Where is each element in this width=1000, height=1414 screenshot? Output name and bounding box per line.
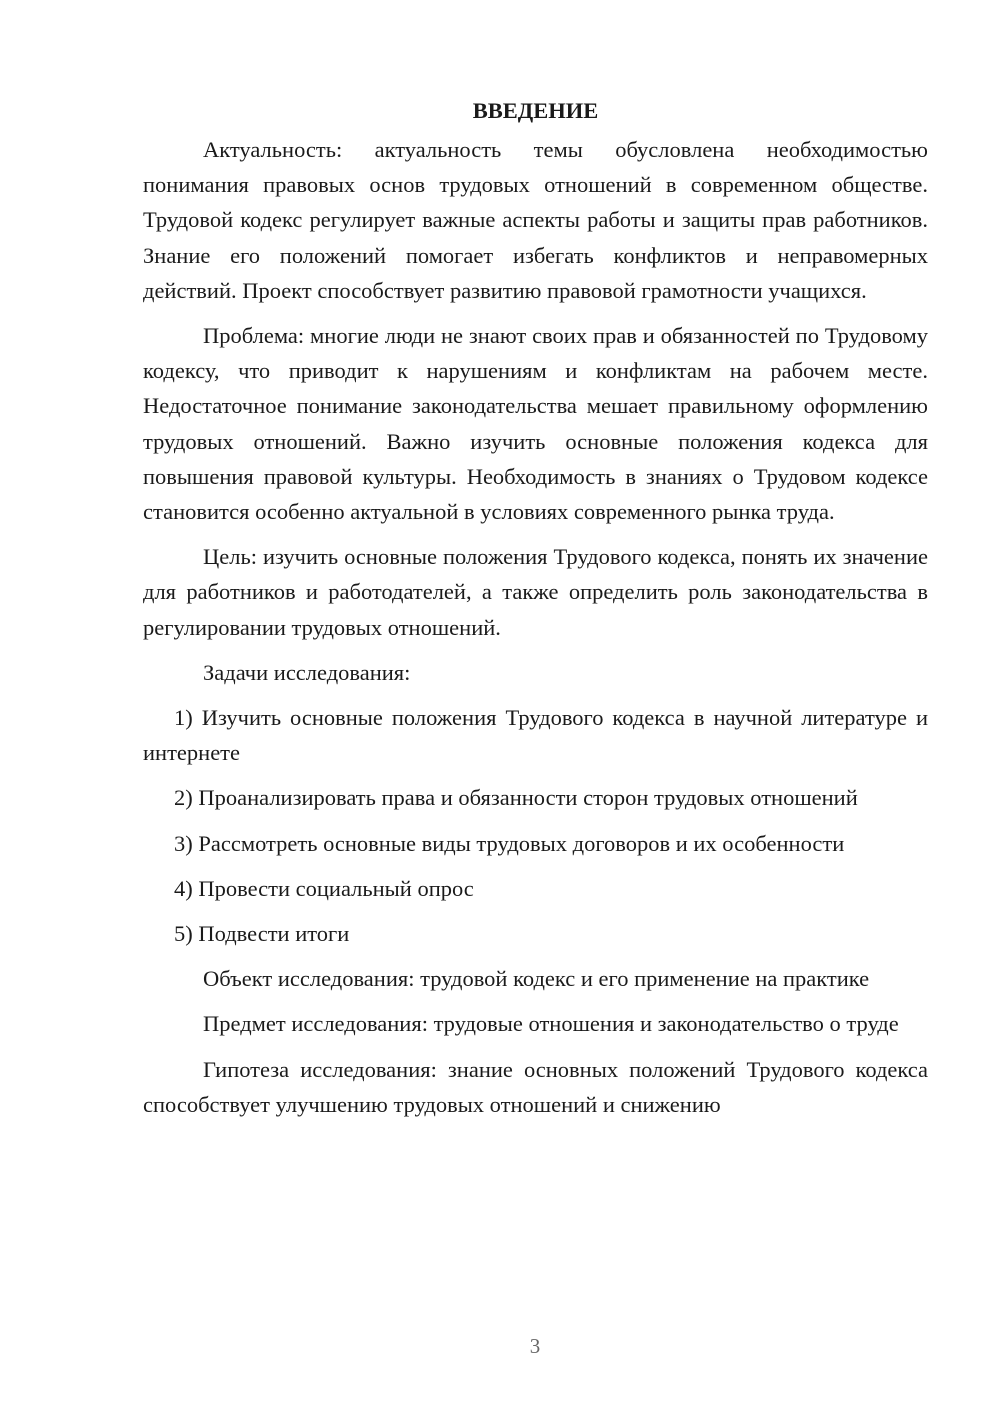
goal-paragraph: Цель: изучить основные положения Трудового кодекса, понять их значение для работников и работодателей, а также определить роль законодательства в регулировании трудовых отношений.	[143, 544, 928, 640]
page-number: 3	[529, 1334, 541, 1358]
hypothesis-paragraph: Гипотеза исследования: знание основных положений Трудового кодекса способствует улучшению трудовых отношений и снижению	[143, 1056, 928, 1117]
relevance-paragraph: Актуальность: актуальность темы обусловлена необходимостью понимания правовых основ трудовых отношений в современном обществе. Трудовой кодекс регулирует важные аспекты работы и защиты прав работников. Знание его положений помогает избегать конфликтов и неправомерных действий. Проект способствует развитию правовой грамотности учащихся.	[143, 137, 928, 303]
subject-paragraph: Предмет исследования: трудовые отношения и законодательство о труде	[203, 1011, 899, 1037]
task-item-3: 3) Рассмотреть основные виды трудовых договоров и их особенности	[174, 830, 845, 856]
problem-paragraph: Проблема: многие люди не знают своих прав и обязанностей по Трудовому кодексу, что приводит к нарушениям и конфликтам на рабочем месте. Недостаточное понимание законодательства мешает правильному оформлению трудовых отношений. Важно изучить основные положения кодекса для повышения правовой культуры. Необходимость в знаниях о Трудовом кодексе становится особенно актуальной в условиях современного рынка труда.	[143, 323, 928, 525]
task-item-1: 1) Изучить основные положения Трудового кодекса в научной литературе и интернете	[143, 705, 928, 766]
task-item-5: 5) Подвести итоги	[174, 921, 350, 947]
document-body	[143, 96, 928, 1132]
tasks-heading: Задачи исследования:	[203, 659, 411, 685]
section-title: ВВЕДЕНИЕ	[472, 98, 599, 123]
object-paragraph: Объект исследования: трудовой кодекс и его применение на практике	[203, 966, 870, 992]
task-item-4: 4) Провести социальный опрос	[174, 875, 474, 901]
task-item-2: 2) Проанализировать права и обязанности сторон трудовых отношений	[174, 785, 858, 811]
